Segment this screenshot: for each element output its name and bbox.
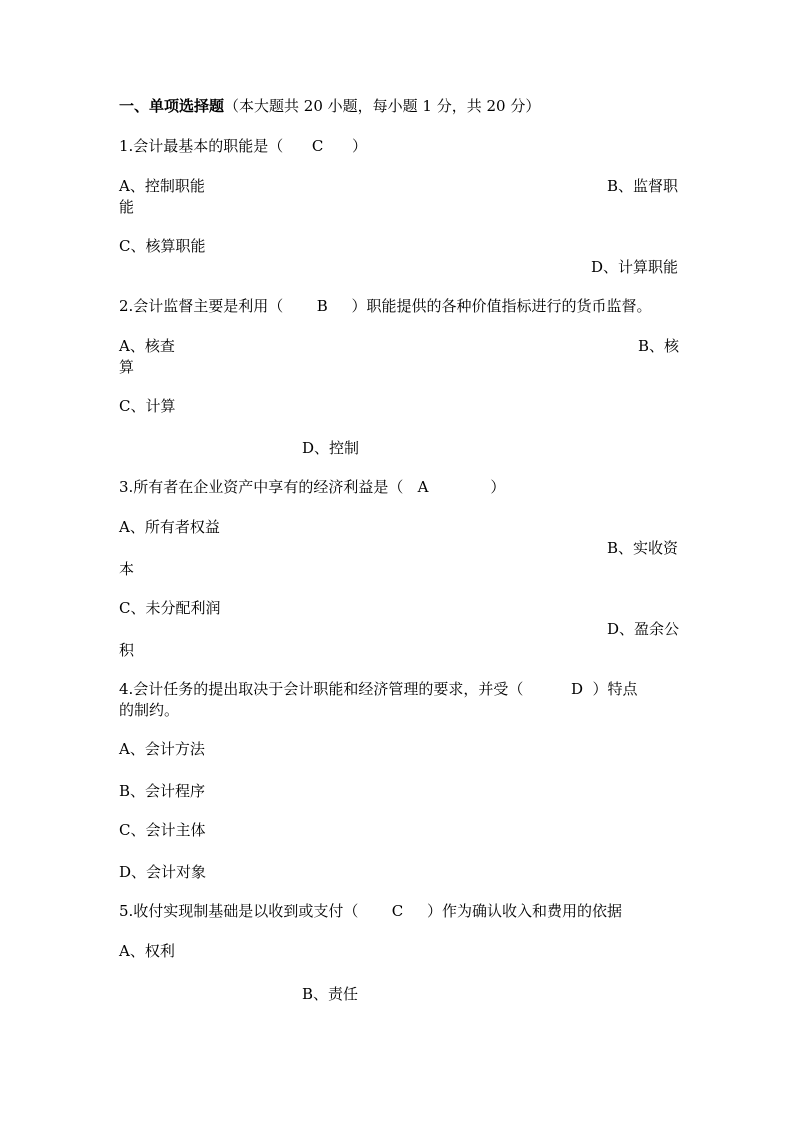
q4-stem-line2: 的制约。	[119, 701, 180, 719]
q4-option-d: D、会计对象	[119, 863, 207, 881]
q4-option-a: A、会计方法	[119, 740, 205, 758]
q5-stem: 5.收付实现制基础是以收到或支付（ C ）作为确认收入和费用的依据	[119, 902, 623, 920]
section-note: （本大题共 20 小题，每小题 1 分，共 20 分）	[224, 97, 541, 115]
q1-stem: 1.会计最基本的职能是（ C ）	[119, 137, 368, 155]
q2-stem: 2.会计监督主要是利用（ B ）职能提供的各种价值指标进行的货币监督。	[119, 297, 652, 315]
section-heading	[119, 96, 540, 116]
q3-option-d-wrap: 积	[119, 641, 135, 659]
q3-option-d: D、盈余公	[607, 620, 680, 638]
q3-option-a: A、所有者权益	[119, 518, 220, 536]
q5-option-b: B、责任	[302, 985, 359, 1003]
q1-option-c: C、核算职能	[119, 237, 206, 255]
q1-option-b-wrap: 能	[119, 198, 135, 216]
q2-option-b: B、核	[638, 337, 680, 355]
q5-option-a: A、权利	[119, 942, 175, 960]
q4-option-c: C、会计主体	[119, 821, 206, 839]
q1-option-b: B、监督职	[607, 177, 679, 195]
q2-option-c: C、计算	[119, 397, 176, 415]
q4-option-b: B、会计程序	[119, 782, 206, 800]
q2-option-d: D、控制	[302, 439, 360, 457]
q3-stem: 3.所有者在企业资产中享有的经济利益是（ A ）	[119, 478, 506, 496]
q3-option-b: B、实收资	[607, 539, 679, 557]
q2-option-a: A、核查	[119, 337, 175, 355]
q1-option-a: A、控制职能	[119, 177, 205, 195]
q2-option-b-wrap: 算	[119, 358, 135, 376]
q3-option-b-wrap: 本	[119, 560, 135, 578]
section-title: 一、单项选择题	[119, 97, 225, 115]
q4-stem-line1: 4.会计任务的提出取决于会计职能和经济管理的要求，并受（ D ）特点	[119, 680, 638, 698]
q3-option-c: C、未分配利润	[119, 599, 221, 617]
q1-option-d: D、计算职能	[591, 258, 679, 276]
